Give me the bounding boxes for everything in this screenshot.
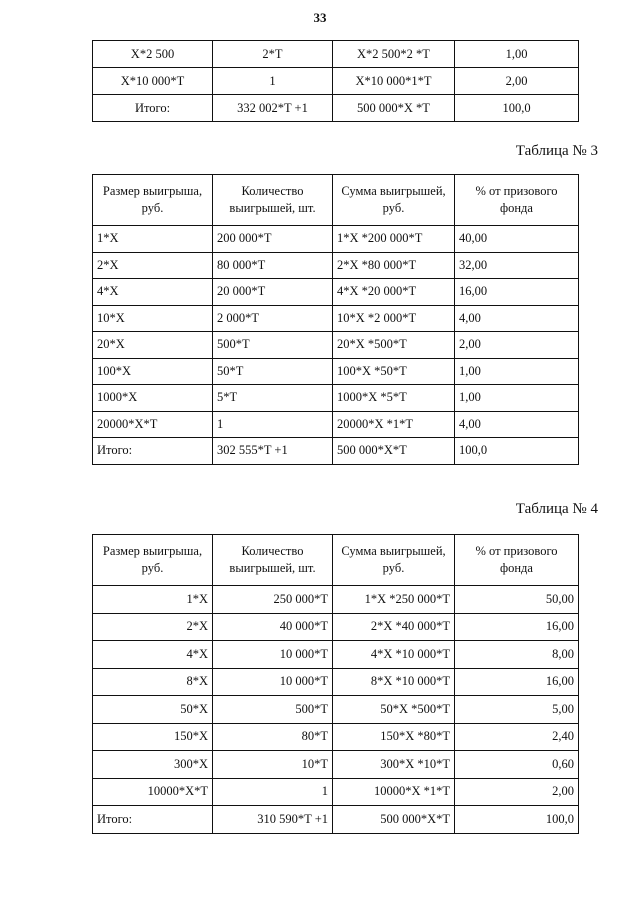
- table-cell: Итого:: [93, 806, 213, 834]
- column-header: Количество выигрышей, шт.: [213, 175, 333, 226]
- table-row: [93, 279, 579, 306]
- table-cell: 1,00: [455, 385, 579, 412]
- table-row: [93, 332, 579, 359]
- table-cell: 8,00: [455, 641, 579, 669]
- table-cell: 40,00: [455, 226, 579, 253]
- table-cell: 20 000*T: [213, 279, 333, 306]
- table-cell: 20000*X*T: [93, 411, 213, 438]
- table-cell: 500 000*X *T: [333, 95, 455, 122]
- table-cell: 0,60: [455, 751, 579, 779]
- table-cell: 16,00: [455, 668, 579, 696]
- table-cell: 20000*X *1*T: [333, 411, 455, 438]
- total-row: [93, 806, 579, 834]
- table-cell: 2*T: [213, 41, 333, 68]
- table-cell: 4*X: [93, 279, 213, 306]
- table-row: [93, 613, 579, 641]
- table-cell: 10*T: [213, 751, 333, 779]
- table-cell: 1,00: [455, 41, 579, 68]
- column-header: % от призового фонда: [455, 175, 579, 226]
- table-row: [93, 385, 579, 412]
- table-cell: Итого:: [93, 95, 213, 122]
- table-cell: 332 002*T +1: [213, 95, 333, 122]
- table-cell: 1000*X: [93, 385, 213, 412]
- table-3-caption: Таблица № 3: [515, 143, 598, 159]
- table-row: [93, 586, 579, 614]
- table-cell: 5,00: [455, 696, 579, 724]
- table-cell: 2,00: [455, 778, 579, 806]
- table-cell: 100,0: [455, 438, 579, 465]
- table-cell: 250 000*T: [213, 586, 333, 614]
- table-cell: X*10 000*1*T: [333, 68, 455, 95]
- table-row: [93, 751, 579, 779]
- column-header: Количество выигрышей, шт.: [213, 535, 333, 586]
- table-cell: 100*X: [93, 358, 213, 385]
- table-row: [93, 41, 579, 68]
- table-cell: 500 000*X*T: [333, 438, 455, 465]
- table-row: [93, 723, 579, 751]
- table-cell: 2*X *80 000*T: [333, 252, 455, 279]
- table-4: [92, 534, 579, 834]
- table-cell: 80*T: [213, 723, 333, 751]
- table-cell: 1*X: [93, 226, 213, 253]
- table-cell: 2,40: [455, 723, 579, 751]
- table-cell: Итого:: [93, 438, 213, 465]
- table-cell: 500 000*X*T: [333, 806, 455, 834]
- table-cell: 1000*X *5*T: [333, 385, 455, 412]
- table-cell: 500*T: [213, 696, 333, 724]
- table-cell: 20*X: [93, 332, 213, 359]
- table-cell: 10000*X *1*T: [333, 778, 455, 806]
- table-cell: 1: [213, 68, 333, 95]
- table-cell: 100,0: [455, 806, 579, 834]
- table-cell: 2,00: [455, 332, 579, 359]
- table-cell: 10*X *2 000*T: [333, 305, 455, 332]
- table-cell: 8*X *10 000*T: [333, 668, 455, 696]
- table-row: [93, 252, 579, 279]
- table-cell: 8*X: [93, 668, 213, 696]
- column-header: Размер выигрыша, руб.: [93, 175, 213, 226]
- table-4-caption: Таблица № 4: [515, 501, 598, 517]
- table-cell: 1*X: [93, 586, 213, 614]
- table-cell: 1*X *250 000*T: [333, 586, 455, 614]
- table-cell: 302 555*T +1: [213, 438, 333, 465]
- table-cell: 2,00: [455, 68, 579, 95]
- header-row: [93, 175, 579, 226]
- table-cell: 4*X *10 000*T: [333, 641, 455, 669]
- table-cell: 200 000*T: [213, 226, 333, 253]
- table-3-body: [93, 175, 579, 465]
- table-cell: 150*X *80*T: [333, 723, 455, 751]
- table-cell: 32,00: [455, 252, 579, 279]
- table-cell: 4,00: [455, 411, 579, 438]
- table-4-body: [93, 535, 579, 834]
- table-cell: 2*X: [93, 613, 213, 641]
- table-cell: 1,00: [455, 358, 579, 385]
- table-cell: 4*X: [93, 641, 213, 669]
- table-cell: 20*X *500*T: [333, 332, 455, 359]
- column-header: % от призового фонда: [455, 535, 579, 586]
- table-row: [93, 226, 579, 253]
- table-row: [93, 305, 579, 332]
- total-row: [93, 438, 579, 465]
- table-cell: 2*X *40 000*T: [333, 613, 455, 641]
- table-cell: X*10 000*T: [93, 68, 213, 95]
- table-cell: 16,00: [455, 279, 579, 306]
- table-cell: 1*X *200 000*T: [333, 226, 455, 253]
- table-row: [93, 641, 579, 669]
- table-cell: 4*X *20 000*T: [333, 279, 455, 306]
- table-cell: 310 590*T +1: [213, 806, 333, 834]
- table-cell: 40 000*T: [213, 613, 333, 641]
- table-cell: 100*X *50*T: [333, 358, 455, 385]
- table-row: [93, 778, 579, 806]
- table-cell: 500*T: [213, 332, 333, 359]
- table-cell: X*2 500*2 *T: [333, 41, 455, 68]
- table-2-continued: [92, 40, 579, 122]
- table-cell: 2 000*T: [213, 305, 333, 332]
- table-row: [93, 668, 579, 696]
- column-header: Сумма выигрышей, руб.: [333, 535, 455, 586]
- column-header: Размер выигрыша, руб.: [93, 535, 213, 586]
- table-cell: 10 000*T: [213, 641, 333, 669]
- table-cell: 1: [213, 411, 333, 438]
- table-row: [93, 411, 579, 438]
- table-cell: 100,0: [455, 95, 579, 122]
- table-cell: X*2 500: [93, 41, 213, 68]
- table-cell: 10 000*T: [213, 668, 333, 696]
- table-cell: 50,00: [455, 586, 579, 614]
- table-cell: 50*T: [213, 358, 333, 385]
- table-cell: 16,00: [455, 613, 579, 641]
- table-cell: 150*X: [93, 723, 213, 751]
- table-cell: 300*X: [93, 751, 213, 779]
- table-cell: 5*T: [213, 385, 333, 412]
- table-row: [93, 358, 579, 385]
- total-row: [93, 95, 579, 122]
- table-row: [93, 696, 579, 724]
- table-row: [93, 68, 579, 95]
- table-cell: 2*X: [93, 252, 213, 279]
- table-cell: 4,00: [455, 305, 579, 332]
- table-cell: 1: [213, 778, 333, 806]
- table-3: [92, 174, 579, 465]
- table-cell: 80 000*T: [213, 252, 333, 279]
- table-cell: 10000*X*T: [93, 778, 213, 806]
- table-cell: 50*X *500*T: [333, 696, 455, 724]
- table-cell: 10*X: [93, 305, 213, 332]
- table-2-body: [93, 41, 579, 122]
- table-cell: 50*X: [93, 696, 213, 724]
- page-number: 33: [313, 10, 327, 25]
- table-cell: 300*X *10*T: [333, 751, 455, 779]
- column-header: Сумма выигрышей, руб.: [333, 175, 455, 226]
- header-row: [93, 535, 579, 586]
